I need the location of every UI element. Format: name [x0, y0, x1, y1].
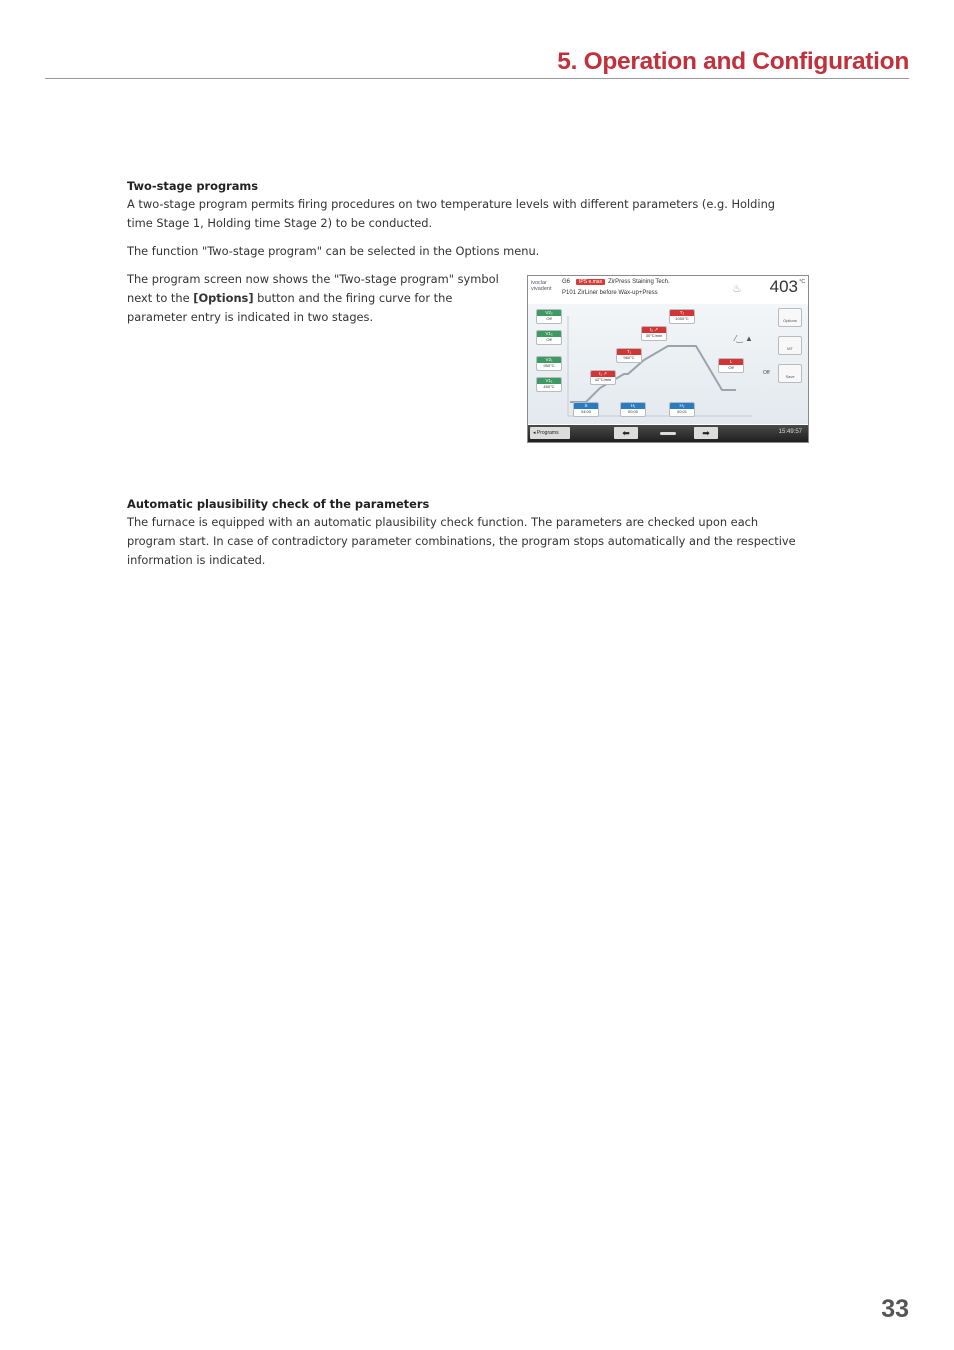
- temperature-unit: °C: [799, 279, 805, 285]
- page-indicator: [660, 432, 676, 435]
- param-value: 1000°C: [675, 316, 689, 321]
- param-label: t₂ ↗: [642, 327, 666, 333]
- two-stage-program-icon: ⁄‿ ▲: [735, 334, 753, 343]
- screen-navigation-bar: [528, 425, 808, 442]
- program-name: ZirPress Staining Tech.: [608, 279, 670, 285]
- param-vacuum2-stage2[interactable]: [536, 309, 562, 324]
- param-value: 42°C/min: [594, 377, 612, 382]
- firing-curve: [528, 304, 808, 424]
- param-label: V2₁: [537, 357, 561, 363]
- screen-header: [528, 276, 808, 302]
- param-vacuum1-stage1[interactable]: [536, 377, 562, 392]
- param-value: Off: [728, 365, 734, 370]
- save-button[interactable]: Save: [778, 364, 802, 383]
- mt-button[interactable]: MT: [778, 336, 802, 355]
- firing-curve-panel: [528, 304, 808, 424]
- section-heading: Automatic plausibility check of the parameters: [127, 497, 430, 511]
- param-value: 30°C/min: [645, 333, 663, 338]
- brand-logo: ivoclar vivadent: [531, 280, 552, 292]
- flame-icon: ♨: [732, 283, 742, 295]
- paragraph: [127, 270, 507, 327]
- section-plausibility-check: [127, 496, 799, 579]
- param-value: 04:00: [580, 409, 591, 414]
- param-heat-rate-1[interactable]: [590, 370, 616, 385]
- param-closing-time[interactable]: [573, 402, 599, 417]
- options-reference: [Options]: [193, 291, 254, 305]
- param-holding-time-2[interactable]: [669, 402, 695, 417]
- program-group: G6: [562, 279, 571, 285]
- programs-button[interactable]: ◂ Programs: [530, 427, 570, 439]
- off-label: Off: [763, 370, 770, 376]
- program-line-1: [562, 279, 670, 285]
- param-temperature-1[interactable]: [616, 348, 642, 363]
- text-run: button and the firing curve for the parameter entry is indicated in two stages.: [127, 291, 453, 324]
- section-heading: Two-stage programs: [127, 179, 259, 193]
- param-label: T₂: [670, 310, 694, 316]
- param-value: Off: [546, 316, 552, 321]
- param-vacuum2-stage1[interactable]: [536, 356, 562, 371]
- param-label: H₂: [670, 403, 694, 409]
- param-label: V1₁: [537, 378, 561, 384]
- page-number: 33: [881, 1295, 909, 1323]
- program-line-2: P101 ZirLiner before Wax-up+Press: [562, 290, 658, 296]
- paragraph: A two-stage program permits firing procedures on two temperature levels with different parameters (e.g. Holding time Stage 1, Holding time Stage 2) to be conducted.: [127, 197, 776, 230]
- header-rule: [45, 78, 909, 79]
- param-vacuum1-stage2[interactable]: [536, 330, 562, 345]
- param-label: t₁ ↗: [591, 371, 615, 377]
- param-label: H₁: [621, 403, 645, 409]
- param-value: 450°C: [543, 384, 555, 389]
- param-holding-time-1[interactable]: [620, 402, 646, 417]
- param-value: 950°C: [543, 363, 555, 368]
- paragraph: The function "Two-stage program" can be selected in the Options menu.: [127, 244, 540, 258]
- chapter-title: 5. Operation and Configuration: [557, 48, 909, 75]
- param-label: T₁: [617, 349, 641, 355]
- furnace-program-screenshot: [527, 275, 809, 443]
- clock-time: 15:49:57: [778, 429, 802, 435]
- forward-arrow-button[interactable]: ➡: [694, 427, 718, 439]
- param-label: V1₂: [537, 331, 561, 337]
- param-temperature-2[interactable]: [669, 309, 695, 324]
- param-heat-rate-2[interactable]: [641, 326, 667, 341]
- program-tag: IPS e.max: [576, 279, 605, 285]
- param-value: 00:00: [627, 409, 638, 414]
- param-label: S: [574, 403, 598, 409]
- param-long-term-cooling[interactable]: [718, 358, 744, 373]
- param-value: Off: [546, 337, 552, 342]
- text-run: The program screen now shows the "Two-stage program" symbol next to the: [127, 272, 499, 305]
- param-value: 00:01: [676, 409, 687, 414]
- param-value: 960°C: [623, 355, 635, 360]
- paragraph: The furnace is equipped with an automatic plausibility check function. The parameters are checked upon each program start. In case of contradictory parameter combinations, the program stops automatically and the respective information is indicated.: [127, 515, 796, 567]
- param-label: V2₂: [537, 310, 561, 316]
- param-label: L: [719, 359, 743, 365]
- options-button[interactable]: Options: [778, 308, 802, 327]
- current-temperature: 403: [769, 277, 798, 296]
- back-arrow-button[interactable]: ⬅: [614, 427, 638, 439]
